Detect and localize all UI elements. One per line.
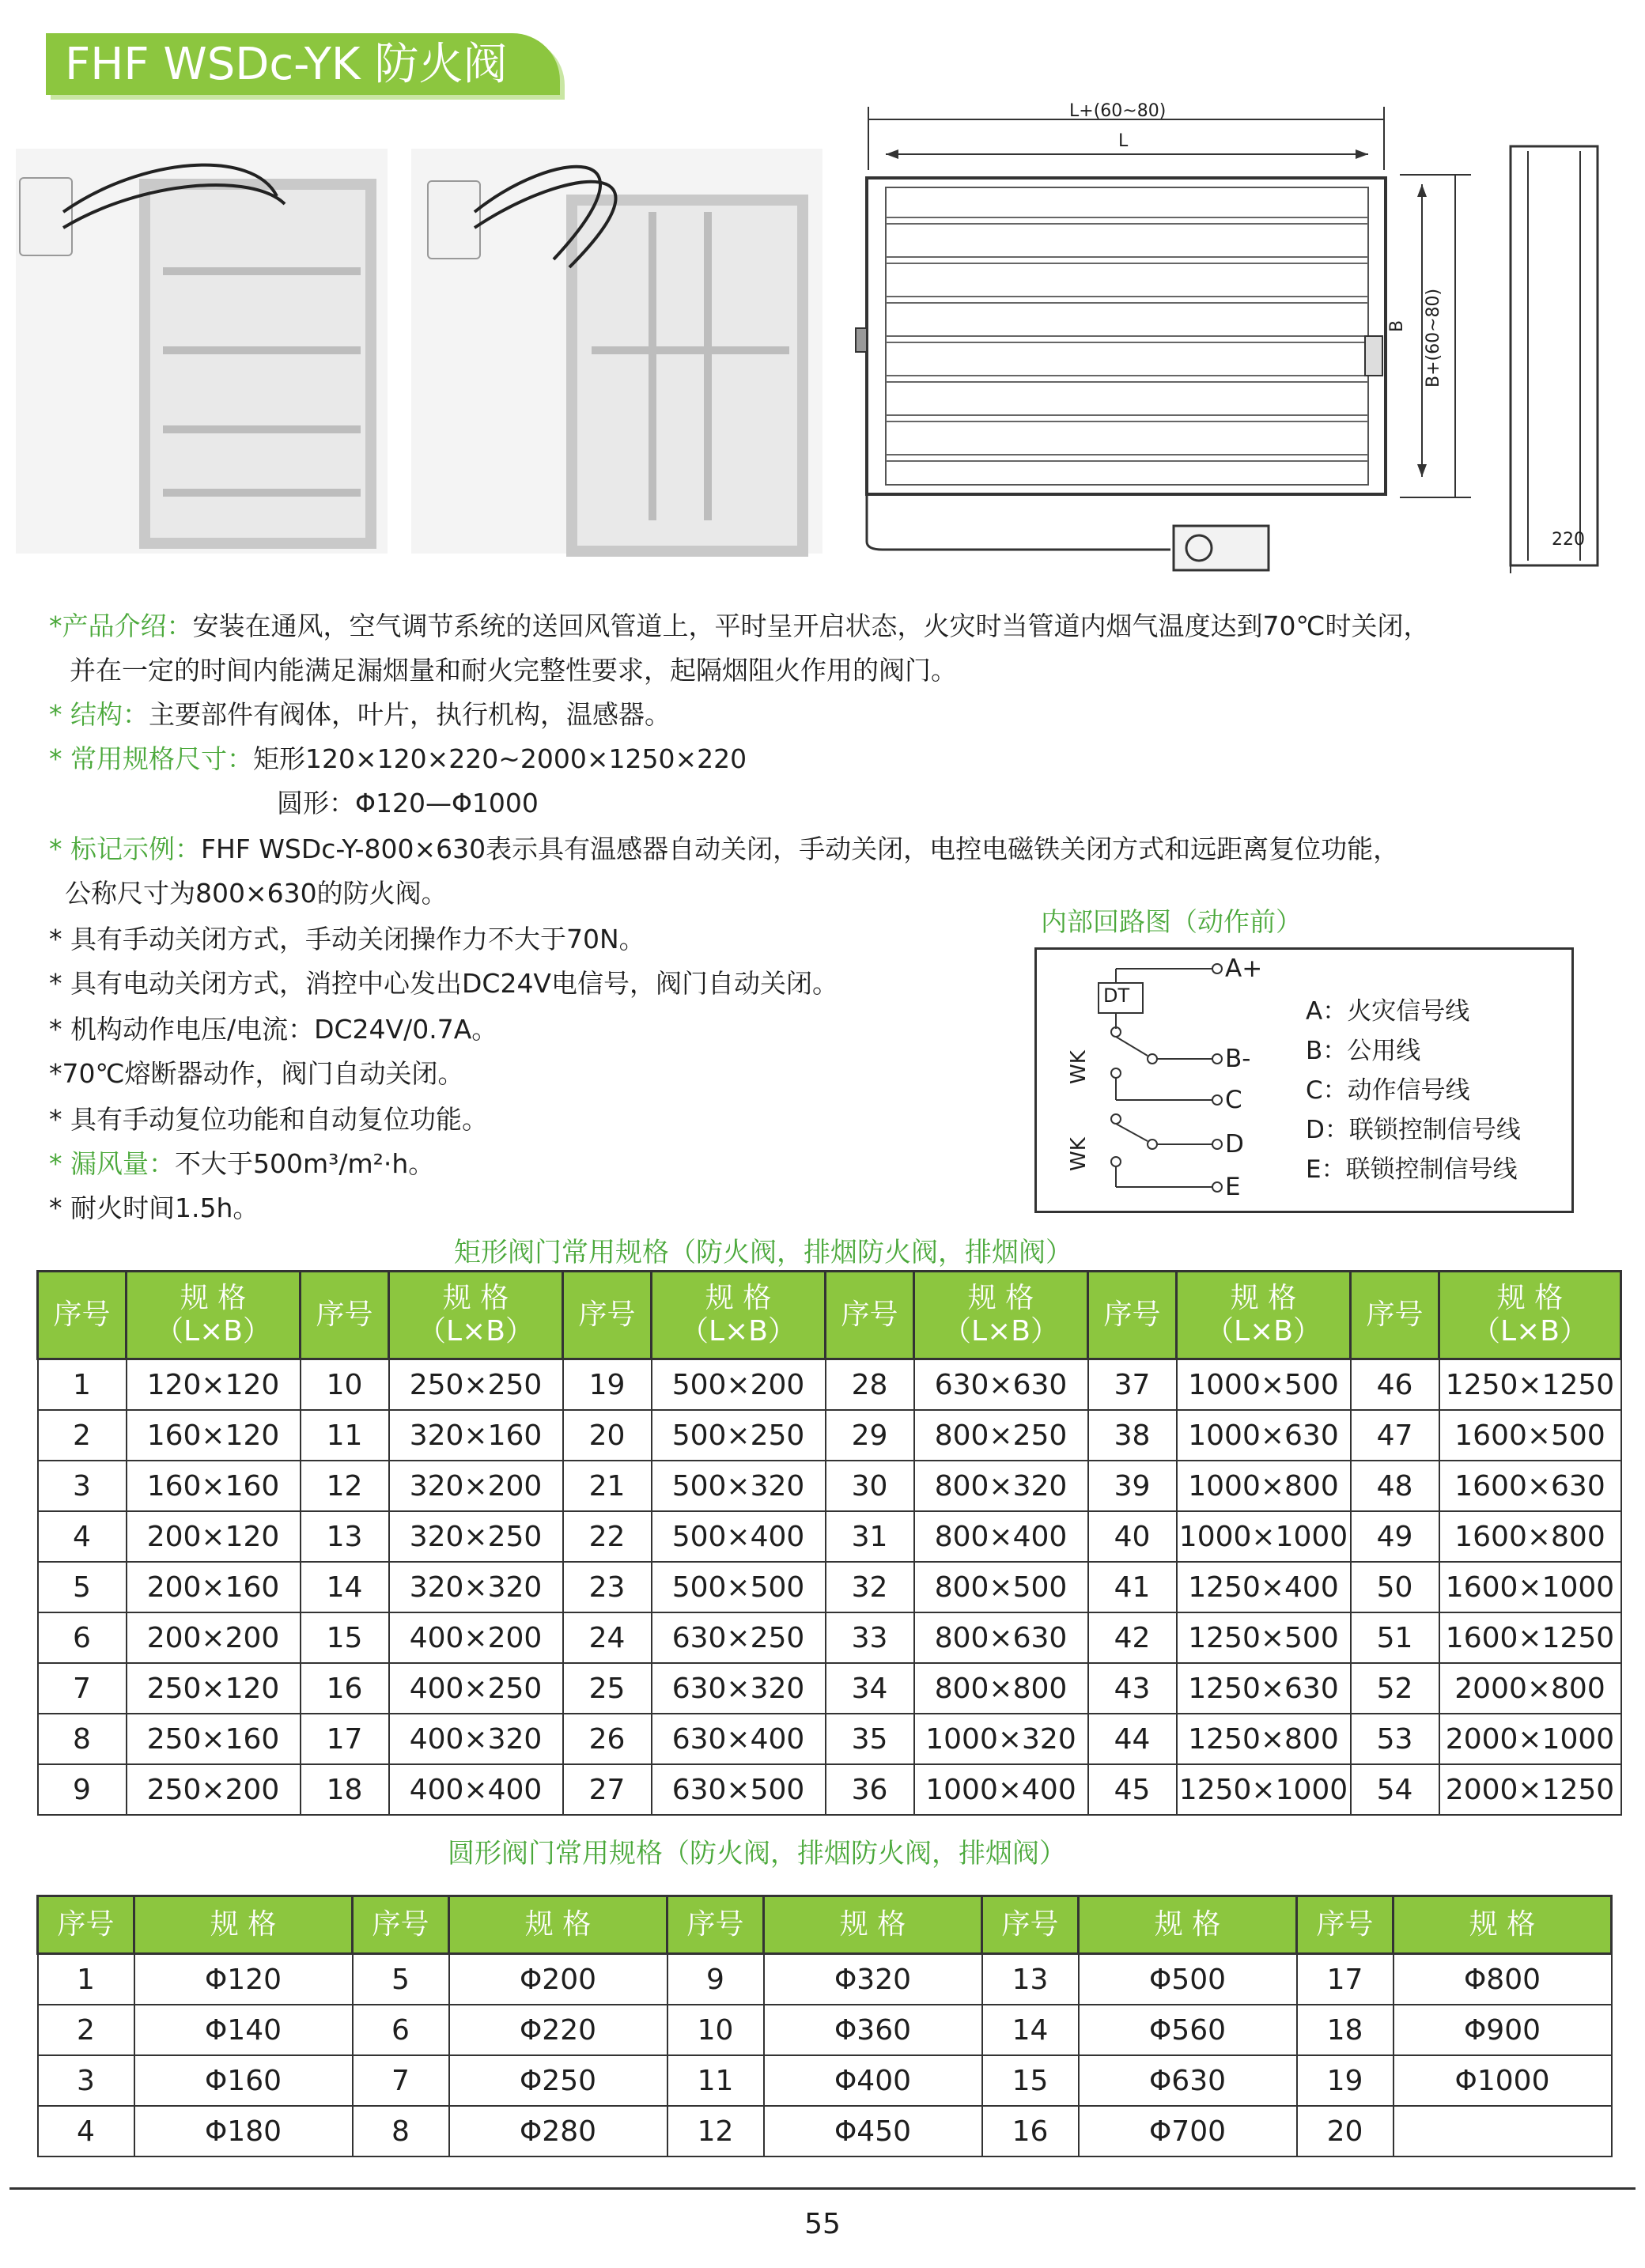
header-spec-label: 规 格 (967, 1282, 1034, 1314)
row-number-cell: 48 (1351, 1461, 1439, 1511)
header-spec: 规 格 (764, 1896, 982, 1954)
row-number-cell: 53 (1351, 1714, 1439, 1764)
header-spec-unit: （L×B） (155, 1315, 271, 1348)
row-number-cell: 1 (38, 1954, 134, 2005)
header-no: 序号 (667, 1896, 764, 1954)
row-number-cell: 29 (826, 1410, 914, 1461)
row-number-cell: 27 (563, 1764, 652, 1815)
row-number-cell: 45 (1088, 1764, 1177, 1815)
spec-cell: 500×320 (652, 1461, 826, 1511)
row-number-cell: 1 (38, 1359, 127, 1411)
terminal-a: A+ (1225, 954, 1263, 983)
spec-cell: 2000×800 (1439, 1663, 1621, 1714)
sizes-line (49, 737, 747, 781)
row-number-cell: 2 (38, 1410, 127, 1461)
dim-outer-height: B+(60~80) (1424, 288, 1443, 387)
spec-cell: Φ560 (1079, 2005, 1297, 2055)
table-row (38, 1954, 1612, 2005)
spec-cell: Φ700 (1079, 2106, 1297, 2156)
sizes-rect: 矩形120×120×220~2000×1250×220 (253, 743, 747, 774)
table-row (38, 2005, 1612, 2055)
spec-cell: 250×250 (389, 1359, 563, 1411)
row-number-cell: 14 (301, 1562, 389, 1612)
spec-cell: 1600×1000 (1439, 1562, 1621, 1612)
header-spec (652, 1272, 826, 1359)
row-number-cell: 44 (1088, 1714, 1177, 1764)
spec-cell: 1250×500 (1177, 1612, 1351, 1663)
header-spec-label: 规 格 (180, 1282, 247, 1314)
spec-cell: 1250×1250 (1439, 1359, 1621, 1411)
structure-line (49, 693, 671, 737)
spec-cell: 1000×1000 (1177, 1511, 1351, 1562)
spec-cell: 400×200 (389, 1612, 563, 1663)
row-number-cell: 7 (38, 1663, 127, 1714)
row-number-cell: 4 (38, 1511, 127, 1562)
row-number-cell: 47 (1351, 1410, 1439, 1461)
spec-cell: Φ630 (1079, 2055, 1297, 2106)
row-number-cell: 12 (667, 2106, 764, 2156)
row-number-cell: 11 (667, 2055, 764, 2106)
product-intro-text: 安装在通风，空气调节系统的送回风管道上，平时呈开启状态，火灾时当管道内烟气温度达到70℃时关闭， (192, 610, 1430, 641)
header-spec: 规 格 (134, 1896, 353, 1954)
row-number-cell: 22 (563, 1511, 652, 1562)
example-label: * 标记示例： (49, 833, 201, 864)
example-line-2: 公称尺寸为800×630的防火阀。 (65, 878, 448, 909)
spec-cell: 1250×400 (1177, 1562, 1351, 1612)
row-number-cell: 17 (301, 1714, 389, 1764)
spec-cell: Φ450 (764, 2106, 982, 2156)
row-number-cell: 54 (1351, 1764, 1439, 1815)
row-number-cell: 13 (301, 1511, 389, 1562)
row-number-cell: 8 (38, 1714, 127, 1764)
header-no: 序号 (38, 1272, 127, 1359)
spec-cell: 1600×500 (1439, 1410, 1621, 1461)
spec-cell: 500×400 (652, 1511, 826, 1562)
sizes-round: 圆形：Φ120—Φ1000 (277, 788, 539, 818)
row-number-cell: 49 (1351, 1511, 1439, 1562)
header-spec-label: 规 格 (442, 1282, 509, 1314)
row-number-cell: 5 (353, 1954, 449, 2005)
table-row (38, 1410, 1621, 1461)
spec-cell: 500×500 (652, 1562, 826, 1612)
page-title: FHF WSDc-YK 防火阀 (65, 39, 508, 90)
row-number-cell: 19 (563, 1359, 652, 1411)
table-header-row (38, 1272, 1621, 1359)
row-number-cell: 34 (826, 1663, 914, 1714)
legend-d: D：联锁控制信号线 (1306, 1116, 1521, 1144)
header-spec (914, 1272, 1088, 1359)
terminal-b: B- (1225, 1045, 1251, 1073)
header-no: 序号 (38, 1896, 134, 1954)
product-intro-label: *产品介绍： (49, 610, 193, 641)
row-number-cell: 12 (301, 1461, 389, 1511)
header-spec-label: 规 格 (1496, 1282, 1564, 1314)
spec-cell: 1000×320 (914, 1714, 1088, 1764)
fire-time-line: * 耐火时间1.5h。 (49, 1193, 259, 1223)
table-row (38, 1612, 1621, 1663)
table-header-row (38, 1896, 1612, 1954)
spec-cell: 630×400 (652, 1714, 826, 1764)
spec-cell: 160×120 (127, 1410, 301, 1461)
control-cable (16, 149, 388, 554)
spec-cell: Φ160 (134, 2055, 353, 2106)
spec-cell: 1000×800 (1177, 1461, 1351, 1511)
terminal-d: D (1225, 1130, 1244, 1159)
spec-cell: 320×200 (389, 1461, 563, 1511)
header-spec-label: 规 格 (1230, 1282, 1297, 1314)
spec-cell: 1000×630 (1177, 1410, 1351, 1461)
row-number-cell: 28 (826, 1359, 914, 1411)
table-row (38, 2055, 1612, 2106)
spec-cell: 800×250 (914, 1410, 1088, 1461)
spec-cell: 1600×800 (1439, 1511, 1621, 1562)
header-no: 序号 (563, 1272, 652, 1359)
round-table-caption: 圆形阀门常用规格（防火阀，排烟防火阀，排烟阀） (448, 1838, 1066, 1869)
header-spec-label: 规 格 (705, 1282, 772, 1314)
dim-width: L (1118, 131, 1129, 151)
leak-label: * 漏风量： (49, 1148, 175, 1179)
circuit-dt-label: DT (1103, 985, 1130, 1007)
row-number-cell: 20 (1297, 2106, 1394, 2156)
dim-depth: 220 (1552, 530, 1585, 550)
fuse-line: *70℃熔断器动作，阀门自动关闭。 (49, 1058, 464, 1089)
reset-line: * 具有手动复位功能和自动复位功能。 (49, 1104, 488, 1135)
spec-cell: 800×630 (914, 1612, 1088, 1663)
spec-cell: 2000×1250 (1439, 1764, 1621, 1815)
spec-cell: 1250×800 (1177, 1714, 1351, 1764)
spec-cell: 1000×400 (914, 1764, 1088, 1815)
row-number-cell: 16 (301, 1663, 389, 1714)
spec-cell: 320×250 (389, 1511, 563, 1562)
spec-cell: Φ1000 (1394, 2055, 1612, 2106)
spec-cell: Φ400 (764, 2055, 982, 2106)
spec-cell: 500×250 (652, 1410, 826, 1461)
spec-cell: Φ140 (134, 2005, 353, 2055)
row-number-cell: 31 (826, 1511, 914, 1562)
circuit-diagram (1034, 947, 1574, 1213)
header-spec (1439, 1272, 1621, 1359)
circuit-wk-label-2: WK (1067, 1137, 1091, 1171)
spec-cell: 200×120 (127, 1511, 301, 1562)
spec-cell: Φ800 (1394, 1954, 1612, 2005)
row-number-cell: 16 (982, 2106, 1079, 2156)
round-spec-table (36, 1895, 1613, 2157)
spec-cell: Φ200 (449, 1954, 667, 2005)
row-number-cell: 6 (353, 2005, 449, 2055)
spec-cell: 630×630 (914, 1359, 1088, 1411)
row-number-cell: 21 (563, 1461, 652, 1511)
spec-cell: 630×500 (652, 1764, 826, 1815)
product-photo-front (16, 149, 388, 554)
spec-cell: 2000×1000 (1439, 1714, 1621, 1764)
row-number-cell: 10 (301, 1359, 389, 1411)
spec-cell: 400×250 (389, 1663, 563, 1714)
row-number-cell: 24 (563, 1612, 652, 1663)
spec-cell: 800×500 (914, 1562, 1088, 1612)
spec-cell: 500×200 (652, 1359, 826, 1411)
spec-cell (1394, 2106, 1612, 2156)
header-no: 序号 (1297, 1896, 1394, 1954)
spec-cell: Φ220 (449, 2005, 667, 2055)
row-number-cell: 17 (1297, 1954, 1394, 2005)
rect-table-caption: 矩形阀门常用规格（防火阀，排烟防火阀，排烟阀） (454, 1237, 1072, 1268)
legend-c: C：动作信号线 (1306, 1076, 1470, 1105)
spec-cell: 320×320 (389, 1562, 563, 1612)
spec-cell: 250×120 (127, 1663, 301, 1714)
spec-cell: 800×800 (914, 1663, 1088, 1714)
example-text: FHF WSDc-Y-800×630表示具有温感器自动关闭，手动关闭，电控电磁铁关闭方式和远距离复位功能， (201, 833, 1400, 864)
row-number-cell: 3 (38, 2055, 134, 2106)
row-number-cell: 38 (1088, 1410, 1177, 1461)
row-number-cell: 42 (1088, 1612, 1177, 1663)
spec-cell: 400×320 (389, 1714, 563, 1764)
terminal-c: C (1225, 1086, 1242, 1114)
header-spec: 规 格 (1394, 1896, 1612, 1954)
spec-cell: 1600×630 (1439, 1461, 1621, 1511)
spec-cell: Φ360 (764, 2005, 982, 2055)
sizes-label: * 常用规格尺寸： (49, 743, 253, 774)
product-intro-line-2: 并在一定的时间内能满足漏烟量和耐火完整性要求，起隔烟阻火作用的阀门。 (70, 655, 957, 686)
row-number-cell: 2 (38, 2005, 134, 2055)
row-number-cell: 4 (38, 2106, 134, 2156)
spec-cell: 200×160 (127, 1562, 301, 1612)
spec-cell: 200×200 (127, 1612, 301, 1663)
row-number-cell: 40 (1088, 1511, 1177, 1562)
spec-cell: 800×320 (914, 1461, 1088, 1511)
spec-cell: Φ500 (1079, 1954, 1297, 2005)
header-spec-unit: （L×B） (1205, 1315, 1322, 1348)
dimension-drawing (838, 99, 1645, 573)
dim-outer-width: L+(60~80) (1069, 101, 1167, 121)
circuit-title: 内部回路图（动作前） (1041, 906, 1302, 937)
terminal-e: E (1225, 1173, 1241, 1201)
page-number: 55 (804, 2208, 841, 2240)
row-number-cell: 36 (826, 1764, 914, 1815)
table-row (38, 1461, 1621, 1511)
row-number-cell: 33 (826, 1612, 914, 1663)
header-spec: 规 格 (449, 1896, 667, 1954)
row-number-cell: 46 (1351, 1359, 1439, 1411)
table-row (38, 1764, 1621, 1815)
structure-label: * 结构： (49, 699, 149, 730)
spec-cell: Φ120 (134, 1954, 353, 2005)
spec-cell: 160×160 (127, 1461, 301, 1511)
spec-cell: 400×400 (389, 1764, 563, 1815)
table-row (38, 1562, 1621, 1612)
row-number-cell: 10 (667, 2005, 764, 2055)
spec-cell: 320×160 (389, 1410, 563, 1461)
row-number-cell: 23 (563, 1562, 652, 1612)
spec-cell: 250×160 (127, 1714, 301, 1764)
spec-cell: 250×200 (127, 1764, 301, 1815)
electric-close-line: * 具有电动关闭方式，消控中心发出DC24V电信号，阀门自动关闭。 (49, 968, 839, 999)
table-row (38, 2106, 1612, 2156)
row-number-cell: 18 (301, 1764, 389, 1815)
header-spec: 规 格 (1079, 1896, 1297, 1954)
table-row (38, 1714, 1621, 1764)
rect-spec-table (36, 1270, 1622, 1816)
spec-cell: 1000×500 (1177, 1359, 1351, 1411)
row-number-cell: 9 (38, 1764, 127, 1815)
row-number-cell: 13 (982, 1954, 1079, 2005)
row-number-cell: 9 (667, 1954, 764, 2005)
header-no: 序号 (826, 1272, 914, 1359)
row-number-cell: 6 (38, 1612, 127, 1663)
leak-text: 不大于500m³/m²·h。 (175, 1148, 435, 1179)
product-photo-angle (411, 149, 822, 554)
row-number-cell: 5 (38, 1562, 127, 1612)
row-number-cell: 32 (826, 1562, 914, 1612)
spec-cell: 630×250 (652, 1612, 826, 1663)
spec-cell: Φ180 (134, 2106, 353, 2156)
spec-cell: 120×120 (127, 1359, 301, 1411)
row-number-cell: 19 (1297, 2055, 1394, 2106)
row-number-cell: 7 (353, 2055, 449, 2106)
spec-cell: 1250×630 (1177, 1663, 1351, 1714)
spec-cell: Φ280 (449, 2106, 667, 2156)
row-number-cell: 52 (1351, 1663, 1439, 1714)
header-no: 序号 (1351, 1272, 1439, 1359)
spec-cell: Φ900 (1394, 2005, 1612, 2055)
leak-line (49, 1142, 434, 1186)
row-number-cell: 15 (982, 2055, 1079, 2106)
row-number-cell: 51 (1351, 1612, 1439, 1663)
spec-cell: Φ320 (764, 1954, 982, 2005)
row-number-cell: 41 (1088, 1562, 1177, 1612)
header-spec-unit: （L×B） (680, 1315, 796, 1348)
table-row (38, 1511, 1621, 1562)
spec-cell: 800×400 (914, 1511, 1088, 1562)
row-number-cell: 15 (301, 1612, 389, 1663)
legend-b: B：公用线 (1306, 1037, 1421, 1065)
legend-e: E：联锁控制信号线 (1306, 1155, 1518, 1184)
row-number-cell: 11 (301, 1410, 389, 1461)
row-number-cell: 26 (563, 1714, 652, 1764)
footer-rule (9, 2187, 1636, 2190)
row-number-cell: 43 (1088, 1663, 1177, 1714)
table-row (38, 1663, 1621, 1714)
header-spec-unit: （L×B） (1472, 1315, 1588, 1348)
row-number-cell: 25 (563, 1663, 652, 1714)
row-number-cell: 30 (826, 1461, 914, 1511)
header-spec-unit: （L×B） (943, 1315, 1059, 1348)
header-no: 序号 (301, 1272, 389, 1359)
header-no: 序号 (353, 1896, 449, 1954)
spec-cell: 630×320 (652, 1663, 826, 1714)
row-number-cell: 39 (1088, 1461, 1177, 1511)
row-number-cell: 14 (982, 2005, 1079, 2055)
structure-text: 主要部件有阀体，叶片，执行机构，温感器。 (149, 699, 671, 730)
spec-cell: Φ250 (449, 2055, 667, 2106)
manual-close-line: * 具有手动关闭方式，手动关闭操作力不大于70N。 (49, 924, 645, 954)
row-number-cell: 18 (1297, 2005, 1394, 2055)
table-row (38, 1359, 1621, 1411)
row-number-cell: 8 (353, 2106, 449, 2156)
row-number-cell: 35 (826, 1714, 914, 1764)
product-intro-line (49, 604, 1430, 648)
row-number-cell: 3 (38, 1461, 127, 1511)
example-line (49, 827, 1399, 871)
header-spec (389, 1272, 563, 1359)
circuit-wk-label-1: WK (1067, 1050, 1091, 1084)
spec-cell: 1600×1250 (1439, 1612, 1621, 1663)
legend-a: A：火灾信号线 (1306, 997, 1470, 1026)
spec-cell: 1250×1000 (1177, 1764, 1351, 1815)
row-number-cell: 20 (563, 1410, 652, 1461)
row-number-cell: 50 (1351, 1562, 1439, 1612)
header-no: 序号 (982, 1896, 1079, 1954)
voltage-line: * 机构动作电压/电流：DC24V/0.7A。 (49, 1014, 498, 1045)
header-spec-unit: （L×B） (418, 1315, 534, 1348)
row-number-cell: 37 (1088, 1359, 1177, 1411)
dim-height: B (1387, 319, 1407, 332)
header-spec (1177, 1272, 1351, 1359)
control-cable (411, 149, 822, 554)
header-spec (127, 1272, 301, 1359)
header-no: 序号 (1088, 1272, 1177, 1359)
